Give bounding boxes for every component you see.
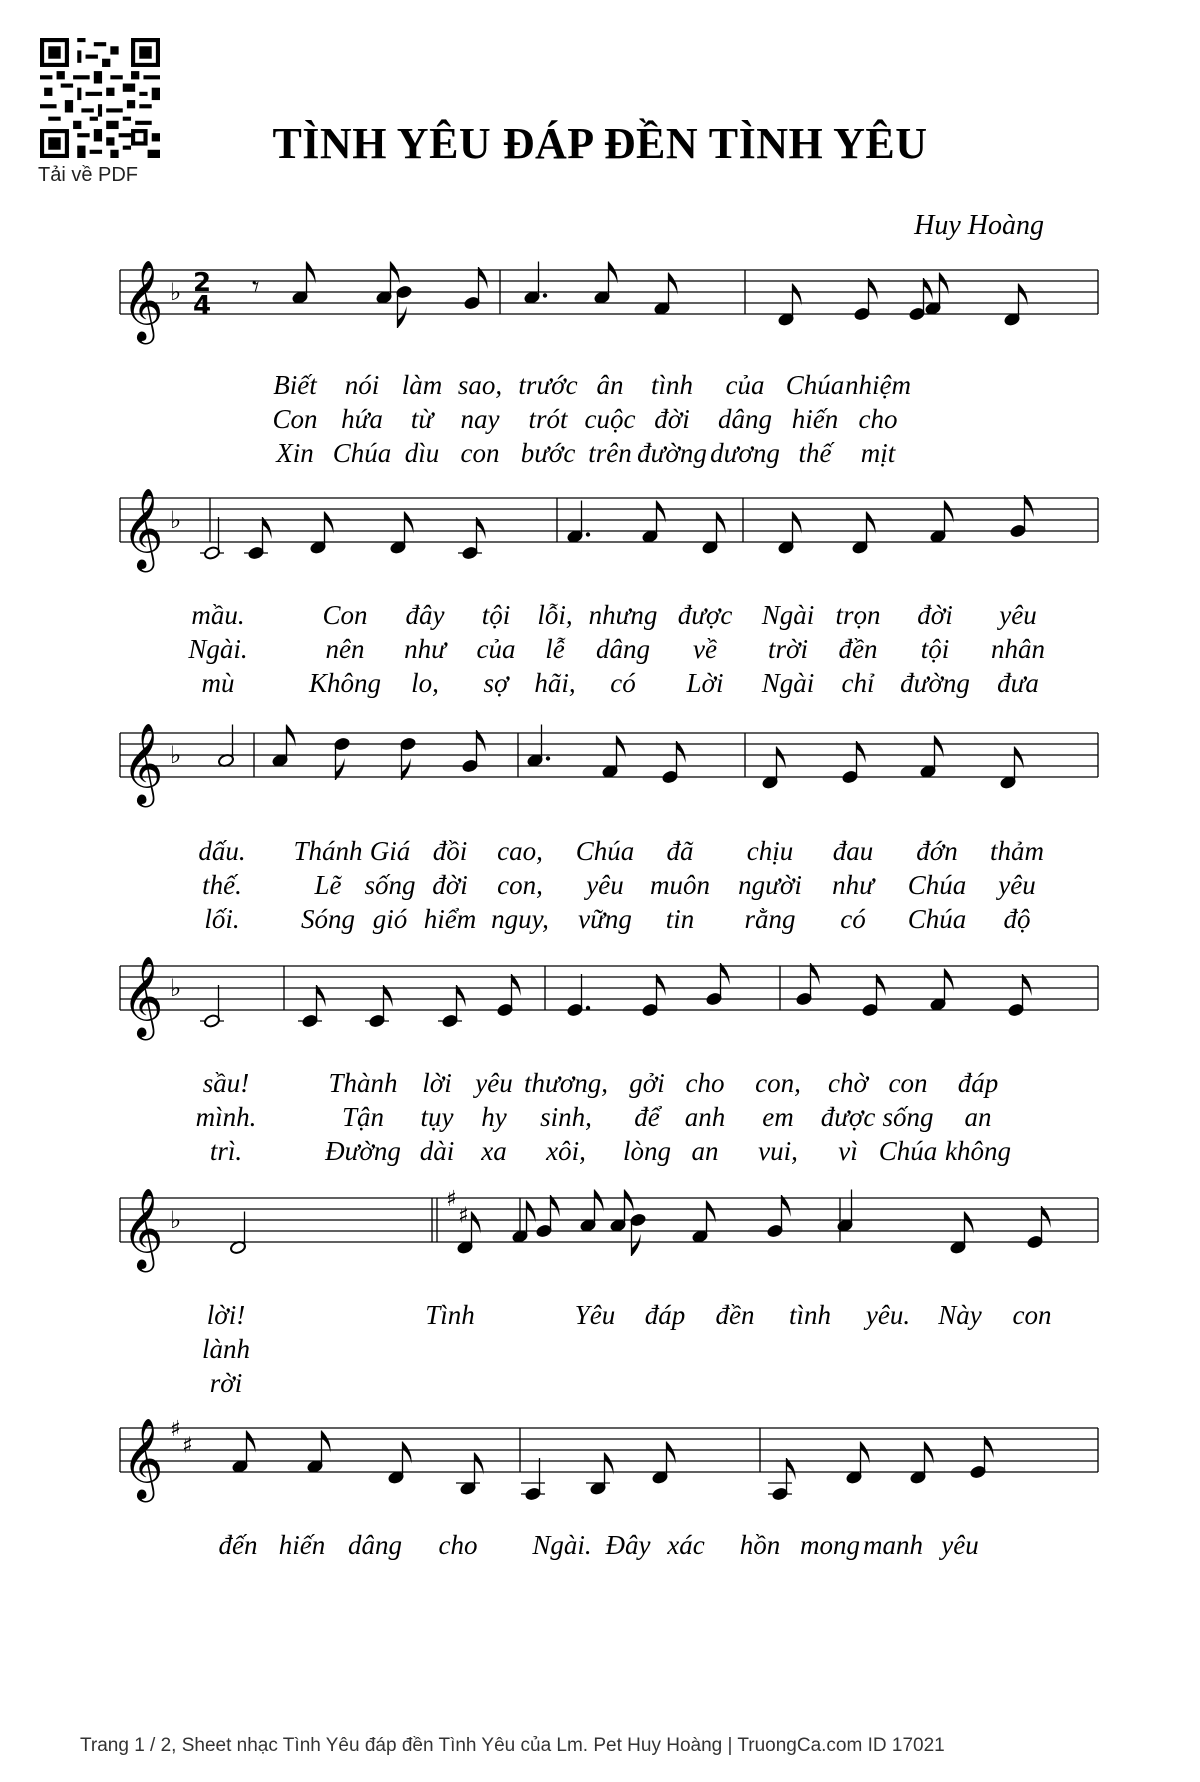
lyric-syllable: dấu. [198, 836, 246, 866]
lyric-syllable: Này [938, 1300, 982, 1330]
lyric-syllable: Tình [425, 1300, 475, 1330]
lyric-syllable: đền [715, 1300, 755, 1330]
lyric-syllable: cuộc [584, 404, 636, 434]
lyric-syllable: lành [201, 1334, 251, 1364]
composer-name: Huy Hoàng [914, 210, 1044, 241]
lyric-syllable: lễ [545, 634, 565, 664]
lyric-syllable: sầu! [202, 1068, 250, 1098]
lyric-syllable: yêu [586, 870, 624, 900]
lyric-syllable: yêu [941, 1530, 979, 1560]
flat-icon: ♭ [170, 974, 182, 1002]
lyric-syllable: Chúa [332, 438, 392, 468]
lyric-syllable: Chúa [878, 1136, 938, 1166]
lyric-syllable: thế. [202, 870, 242, 900]
treble-clef-icon: 𝄞 [122, 1417, 164, 1499]
lyric-syllable: lo, [411, 668, 439, 698]
lyric-syllable: Chúa [907, 870, 967, 900]
lyric-syllable: từ [410, 404, 434, 434]
sharp-icon: ♯ [170, 1417, 181, 1442]
lyric-syllable: sống [882, 1102, 934, 1132]
song-title: TÌNH YÊU ĐÁP ĐỀN TÌNH YÊU [272, 119, 928, 168]
lyric-syllable: về [693, 634, 717, 664]
lyric-syllable: Tận [341, 1102, 385, 1132]
lyric-syllable: trời [768, 634, 808, 664]
lyric-syllable: hiến [791, 404, 839, 434]
lyric-syllable: yêu. [865, 1300, 911, 1330]
lyric-syllable: hiểm [423, 904, 477, 934]
lyric-syllable: đến [218, 1530, 258, 1560]
lyric-syllable: đau [832, 836, 874, 866]
lyric-syllable: tội [481, 600, 511, 630]
download-pdf-label[interactable]: Tải về PDF [38, 164, 139, 186]
lyric-syllable: ân [596, 370, 624, 400]
lyric-syllable: đường [900, 668, 970, 698]
lyric-syllable: đền [838, 634, 878, 664]
lyric-syllable: thương, [524, 1068, 608, 1098]
lyric-syllable: con [1012, 1300, 1052, 1330]
lyric-syllable: hy [481, 1102, 507, 1132]
lyric-syllable: để [634, 1102, 660, 1132]
lyric-syllable: đời [432, 870, 468, 900]
page-footer: Trang 1 / 2, Sheet nhạc Tình Yêu đáp đền Tình Yêu của Lm. Pet Huy Hoàng | TruongCa.com ID 17021 [80, 1735, 945, 1756]
lyric-syllable: em [762, 1102, 794, 1132]
lyric-syllable: cho [685, 1068, 725, 1098]
lyric-syllable: con [888, 1068, 928, 1098]
lyric-syllable: độ [1003, 904, 1031, 934]
lyric-syllable: rời [209, 1368, 243, 1398]
lyric-syllable: manh [863, 1530, 923, 1560]
flat-icon: ♭ [170, 278, 182, 306]
lyric-syllable: nguy, [491, 904, 549, 934]
lyric-syllable: Biết [273, 370, 317, 400]
lyric-syllable: hãi, [534, 668, 576, 698]
lyric-syllable: tin [665, 904, 695, 934]
lyric-syllable: vững [578, 904, 632, 934]
lyric-syllable: thảm [990, 836, 1044, 866]
lyric-syllable: mịt [860, 438, 896, 468]
lyric-syllable: cao, [497, 836, 543, 866]
sharp-icon: ♯ [182, 1433, 193, 1459]
lyric-syllable: mầu. [191, 600, 245, 630]
treble-clef-icon: 𝄞 [122, 487, 164, 569]
lyric-syllable: yêu [998, 870, 1036, 900]
time-signature-bottom: 4 [193, 291, 212, 321]
lyric-syllable: lời! [206, 1300, 246, 1330]
lyric-syllable: Giá [369, 836, 411, 866]
lyric-syllable: dài [419, 1136, 455, 1166]
lyric-syllable: đã [666, 836, 694, 866]
lyric-syllable: đáp [957, 1068, 999, 1098]
lyric-syllable: con [460, 438, 500, 468]
lyric-syllable: cho [438, 1530, 478, 1560]
treble-clef-icon: 𝄞 [122, 955, 164, 1037]
lyric-syllable: nay [460, 404, 500, 434]
lyric-syllable: muôn [650, 870, 710, 900]
lyric-syllable: Thánh [293, 836, 363, 866]
eighth-rest-icon: 𝄾 [252, 270, 260, 303]
lyric-syllable: đưa [997, 668, 1039, 698]
lyric-syllable: Đường [325, 1136, 401, 1166]
lyric-syllable: Đây [605, 1530, 651, 1560]
lyric-syllable: như [404, 634, 446, 664]
lyric-syllable: Ngài. [188, 634, 248, 664]
lyric-syllable: Không [308, 668, 382, 698]
note-flag [861, 1442, 870, 1464]
lyric-syllable: trót [528, 404, 568, 434]
lyric-syllable: của [725, 370, 765, 400]
lyric-syllable: nhưng [588, 600, 658, 630]
lyric-syllable: Con [272, 404, 318, 434]
lyric-syllable: đây [405, 600, 445, 630]
lyric-syllable: cho [858, 404, 898, 434]
lyric-syllable: tội [920, 634, 950, 664]
lyric-syllable: yêu [475, 1068, 513, 1098]
lyric-syllable: nhân [991, 634, 1045, 664]
flat-icon: ♭ [170, 1206, 182, 1234]
lyric-syllable: của [476, 634, 516, 664]
lyric-syllable: nói [344, 370, 380, 400]
lyric-syllable: nhiệm [845, 370, 911, 400]
lyric-syllable: dìu [404, 438, 440, 468]
lyric-syllable: dâng [348, 1530, 402, 1560]
lyric-syllable: con, [755, 1068, 801, 1098]
lyric-syllable: mình. [195, 1102, 257, 1132]
lyric-syllable: làm [401, 370, 443, 400]
lyric-syllable: đớn [916, 836, 958, 866]
lyric-syllable: nên [325, 634, 365, 664]
time-signature-top: 2 [193, 268, 212, 298]
lyric-syllable: vui, [758, 1136, 798, 1166]
lyric-syllable: gió [372, 904, 408, 934]
lyric-syllable: hiến [278, 1530, 326, 1560]
lyric-syllable: xác [667, 1530, 705, 1560]
lyric-syllable: đáp [644, 1300, 686, 1330]
note-flag [475, 1453, 484, 1475]
lyric-syllable: có [840, 904, 866, 934]
lyric-syllable: trên [588, 438, 632, 468]
lyric-syllable: xa [481, 1136, 507, 1166]
lyric-syllable: trì. [209, 1136, 243, 1166]
note-flag [403, 1442, 412, 1464]
lyric-syllable: đồi [432, 836, 468, 866]
lyric-syllable: người [738, 870, 802, 900]
lyric-syllable: an [691, 1136, 719, 1166]
lyric-syllable: có [610, 668, 636, 698]
lyric-syllable: Xin [276, 438, 314, 468]
note-flag [667, 1442, 676, 1464]
lyric-syllable: an [964, 1102, 992, 1132]
lyric-syllable: Chúa [785, 370, 845, 400]
lyric-syllable: tình [650, 370, 694, 400]
lyric-syllable: lỗi, [537, 600, 573, 630]
lyric-syllable: đời [654, 404, 690, 434]
lyric-syllable: chờ [828, 1068, 868, 1098]
lyric-syllable: dâng [718, 404, 772, 434]
lyric-syllable: Chúa [575, 836, 635, 866]
lyric-syllable: lối. [204, 904, 240, 934]
lyric-syllable: thế [798, 438, 832, 468]
lyric-syllable: được [820, 1102, 876, 1132]
lyric-syllable: hứa [341, 404, 383, 434]
lyric-syllable: trọn [835, 600, 881, 630]
lyric-syllable: Lời [686, 668, 724, 698]
lyric-syllable: bước [520, 438, 576, 468]
lyric-syllable: Thành [328, 1068, 398, 1098]
lyric-syllable: tình [788, 1300, 832, 1330]
lyric-syllable: rằng [744, 904, 796, 934]
note-flag [605, 1453, 614, 1475]
sharp-icon: ♯ [446, 1187, 457, 1212]
lyric-syllable: Chúa [907, 904, 967, 934]
lyric-syllable: Ngài [761, 668, 815, 698]
lyric-syllable: anh [684, 1102, 726, 1132]
lyric-syllable: gởi [629, 1068, 665, 1098]
lyric-syllable: sao, [457, 370, 503, 400]
lyric-syllable: dâng [596, 634, 650, 664]
note-flag [322, 1431, 331, 1453]
lyric-syllable: sợ [483, 668, 509, 698]
lyric-syllable: yêu [999, 600, 1037, 630]
lyric-syllable: hồn [739, 1530, 781, 1560]
sharp-icon: ♯ [458, 1203, 469, 1229]
lyric-syllable: Yêu [574, 1300, 616, 1330]
lyric-syllable: Lẽ [314, 870, 342, 900]
lyric-syllable: dương [710, 438, 780, 468]
lyric-syllable: chịu [746, 836, 794, 866]
lyric-syllable: sống [364, 870, 416, 900]
lyric-syllable: Ngài [761, 600, 815, 630]
lyric-syllable: Sóng [301, 904, 355, 934]
lyric-syllable: lòng [622, 1136, 672, 1166]
treble-clef-icon: 𝄞 [122, 259, 164, 341]
lyric-syllable: không [945, 1136, 1011, 1166]
flat-icon: ♭ [170, 741, 182, 769]
lyric-syllable: lời [422, 1068, 452, 1098]
treble-clef-icon: 𝄞 [122, 1187, 164, 1269]
lyric-syllable: chỉ [841, 668, 875, 698]
lyric-syllable: sinh, [540, 1102, 592, 1132]
lyric-syllable: tụy [420, 1102, 454, 1132]
lyric-syllable: trước [518, 370, 578, 400]
lyric-syllable: đường [637, 438, 707, 468]
note-flag [925, 1442, 934, 1464]
lyric-syllable: đời [917, 600, 953, 630]
lyric-syllable: được [677, 600, 733, 630]
lyric-syllable: con, [497, 870, 543, 900]
lyric-syllable: xôi, [546, 1136, 586, 1166]
lyric-syllable: vì [838, 1136, 858, 1166]
lyric-syllable: Ngài. [532, 1530, 592, 1560]
note-flag [247, 1431, 256, 1453]
lyric-syllable: Con [322, 600, 368, 630]
flat-icon: ♭ [170, 506, 182, 534]
lyric-syllable: mù [201, 668, 235, 698]
lyric-syllable: mong [800, 1530, 860, 1560]
lyric-syllable: như [832, 870, 874, 900]
treble-clef-icon: 𝄞 [122, 722, 164, 804]
